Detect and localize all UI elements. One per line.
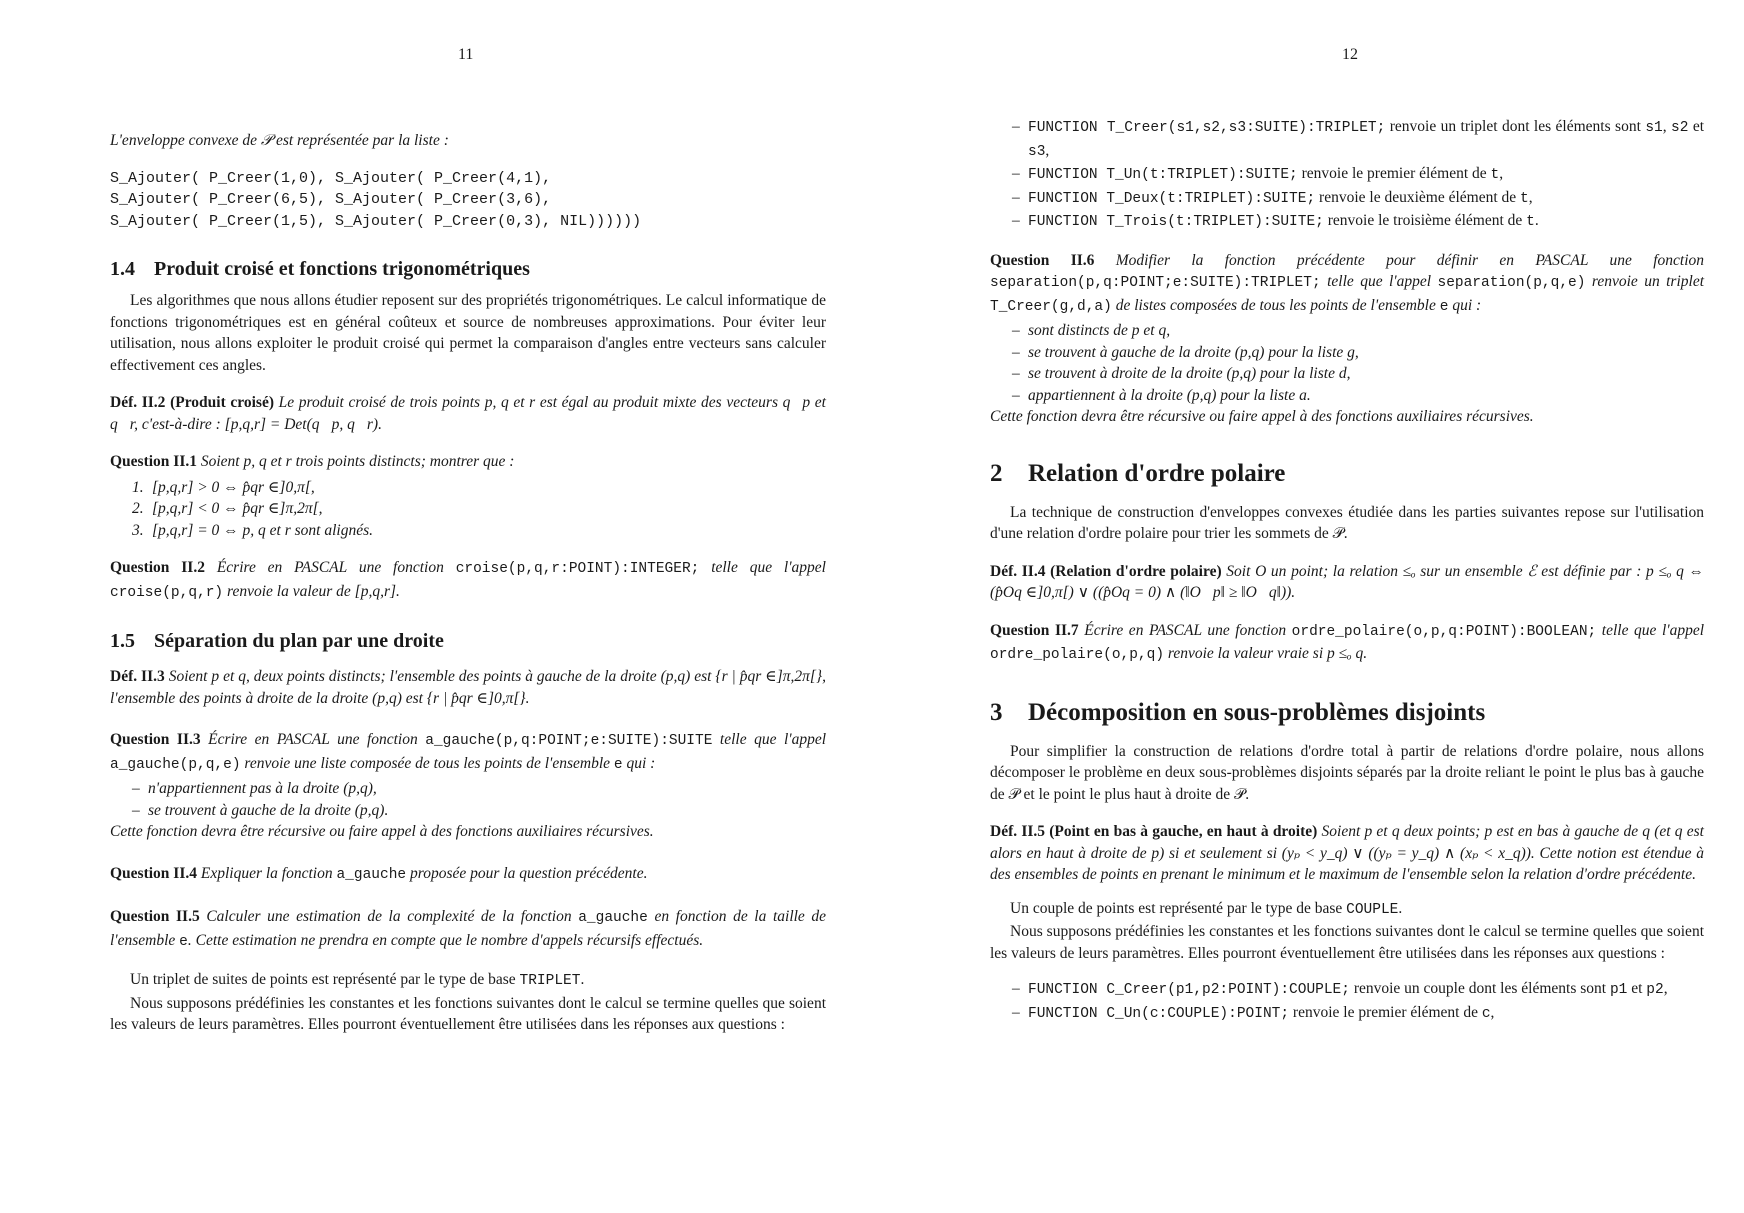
- list-item: – FUNCTION C_Creer(p1,p2:POINT):COUPLE; renvoie un couple dont les éléments sont p1 et p2,: [1012, 978, 1704, 1002]
- list-item: – sont distincts de p et q,: [1012, 320, 1704, 342]
- code-line: S_Ajouter( P_Creer(1,0), S_Ajouter( P_Creer(4,1),: [110, 169, 552, 187]
- hull-intro: L'enveloppe convexe de 𝒫 est représentée par la liste :: [110, 132, 449, 149]
- page-number-left: 11: [458, 46, 474, 63]
- page-number-right: 12: [1342, 46, 1358, 63]
- question-3-list: [110, 778, 826, 821]
- section-2-paragraph: La technique de construction d'enveloppes convexes étudiée dans les parties suivantes repose sur l'utilisation d'une relation d'ordre polaire pour trier les sommets de 𝒫.: [990, 503, 1704, 542]
- list-item: 3. [p,q,r] = 0 ⇔ p, q et r sont alignés.: [132, 521, 374, 539]
- question-3: Question II.3 Écrire en PASCAL une fonction a_gauche(p,q:POINT;e:SUITE):SUITE telle que l'appel a_gauche(p,q,e) renvoie une liste composée de tous les points de l'ensemble e qui :: [110, 731, 827, 773]
- list-item: – FUNCTION C_Un(c:COUPLE):POINT; renvoie le premier élément de c,: [1012, 1002, 1704, 1026]
- list-item: – appartiennent à la droite (p,q) pour la liste a.: [1012, 385, 1704, 407]
- section-heading-2: 2 Relation d'ordre polaire: [990, 459, 1286, 487]
- hull-code: [110, 168, 826, 233]
- predefined-paragraph-2: Nous supposons prédéfinies les constantes et les fonctions suivantes dont le calcul se termine quelles que soient les valeurs de leurs paramètres. Elles pourront éventuellement être utilisées dans les réponses aux questions :: [990, 923, 1704, 962]
- section-heading-1-4: 1.4 Produit croisé et fonctions trigonométriques: [110, 258, 530, 280]
- question-1-list: [110, 477, 826, 542]
- right-column: [990, 118, 1705, 1025]
- question-2: Question II.2 Écrire en PASCAL une fonction croise(p,q,r:POINT):INTEGER; telle que l'appel croise(p,q,r) renvoie la valeur de [p,q,r].: [110, 559, 826, 601]
- section-1-4-paragraph: Les algorithmes que nous allons étudier reposent sur des propriétés trigonométriques. Le calcul informatique de fonctions trigonométriques est en général coûteux et source de nombreuses approximations. Pour éviter leur utilisation, nous allons exploiter le produit croisé qui permet la comparaison d'angles entre vecteurs sans calculer effectivement ces angles.: [110, 292, 826, 374]
- definition-4: Déf. II.4 (Relation d'ordre polaire) Soit O un point; la relation ≤ₒ sur un ensemble ℰ est définie par : p ≤ₒ q ⇔ (p̂Oq ∈]0,π[) ∨ ((p̂Oq = 0) ∧ (‖O⃗p‖ ≥ ‖O⃗q‖)).: [990, 562, 1704, 601]
- list-item: – FUNCTION T_Creer(s1,s2,s3:SUITE):TRIPLET; renvoie un triplet dont les éléments sont s1, s2 et s3,: [1012, 116, 1704, 163]
- right-page: [872, 0, 1744, 1213]
- list-item: 2. [p,q,r] < 0 ⇔ p̂qr ∈]π,2π[,: [132, 500, 323, 517]
- list-item: 1. [p,q,r] > 0 ⇔ p̂qr ∈]0,π[,: [132, 478, 315, 496]
- list-item: – n'appartiennent pas à la droite (p,q),: [132, 778, 826, 800]
- question-3-note: Cette fonction devra être récursive ou faire appel à des fonctions auxiliaires récursives.: [110, 823, 654, 840]
- definition-2: Déf. II.2 (Produit croisé) Le produit croisé de trois points p, q et r est égal au produit mixte des vecteurs q⃗p et q⃗r, c'est-à-dire : [p,q,r] = Det(q⃗p, q⃗r).: [110, 394, 826, 433]
- list-item: – se trouvent à gauche de la droite (p,q) pour la liste g,: [1012, 342, 1704, 364]
- question-7: Question II.7 Écrire en PASCAL une fonction ordre_polaire(o,p,q:POINT):BOOLEAN; telle que l'appel ordre_polaire(o,p,q) renvoie la valeur vraie si p ≤ₒ q.: [990, 621, 1705, 663]
- question-5: Question II.5 Calculer une estimation de la complexité de la fonction a_gauche en fonction de la taille de l'ensemble e. Cette estimation ne prendra en compte que le nombre d'appels récursifs effectués.: [110, 908, 827, 950]
- section-heading-1-5: 1.5 Séparation du plan par une droite: [110, 630, 444, 652]
- list-item: – se trouvent à gauche de la droite (p,q).: [132, 800, 826, 822]
- predefined-paragraph: Nous supposons prédéfinies les constantes et les fonctions suivantes dont le calcul se termine quelles que soient les valeurs de leurs paramètres. Elles pourront éventuellement être utilisées dans les réponses aux questions :: [110, 994, 826, 1033]
- list-item: – FUNCTION T_Un(t:TRIPLET):SUITE; renvoie le premier élément de t,: [1012, 163, 1704, 187]
- code-line: S_Ajouter( P_Creer(6,5), S_Ajouter( P_Creer(3,6),: [110, 191, 552, 208]
- list-item: – FUNCTION T_Deux(t:TRIPLET):SUITE; renvoie le deuxième élément de t,: [1012, 187, 1704, 211]
- list-item: – se trouvent à droite de la droite (p,q) pour la liste d,: [1012, 363, 1704, 385]
- couple-paragraph: Un couple de points est représenté par le type de base COUPLE.: [1010, 899, 1403, 918]
- code-line: S_Ajouter( P_Creer(1,5), S_Ajouter( P_Creer(0,3), NIL)))))): [110, 212, 642, 230]
- couple-functions-list: [990, 978, 1704, 1025]
- definition-3: Déf. II.3 Soient p et q, deux points distincts; l'ensemble des points à gauche de la droite (p,q) est {r | p̂qr ∈]π,2π[}, l'ensemble des points à droite de la droite (p,q) est {r | p̂qr ∈]0,π[}.: [110, 668, 826, 707]
- question-6: Question II.6 Modifier la fonction précédente pour définir en PASCAL une fonction separation(p,q:POINT;e:SUITE):TRIPLET; telle que l'appel separation(p,q,e) renvoie un triplet T_Creer(g,d,a) de listes composées de tous les points de l'ensemble e qui :: [990, 251, 1705, 315]
- left-column: [110, 130, 826, 1036]
- question-6-list: [990, 320, 1704, 406]
- section-3-paragraph: Pour simplifier la construction de relations d'ordre total à partir de relations d'ordre polaire, nous allons décomposer le problème en deux sous-problèmes disjoints séparés par la droite reliant le point le plus bas à gauche de 𝒫 et le point le plus haut à droite de 𝒫.: [990, 742, 1704, 803]
- definition-5: Déf. II.5 (Point en bas à gauche, en haut à droite) Soient p et q deux points; p est en bas à gauche de q (et q est alors en haut à droite de p) si et seulement si (yₚ < y_q) ∨ ((yₚ = y_q) ∧ (xₚ < x_q)). Cette notion est étendue à des ensembles de points en prenant le minimum et le maximum de l'ensemble selon la relation d'ordre précédente.: [990, 823, 1704, 883]
- question-1: Question II.1 Soient p, q et r trois points distincts; montrer que :: [110, 453, 515, 470]
- section-heading-3: 3 Décomposition en sous-problèmes disjoints: [990, 698, 1486, 726]
- question-4: Question II.4 Expliquer la fonction a_gauche proposée pour la question précédente.: [110, 864, 648, 883]
- triplet-functions-list: [990, 116, 1704, 234]
- list-item: – FUNCTION T_Trois(t:TRIPLET):SUITE; renvoie le troisième élément de t.: [1012, 210, 1704, 234]
- question-6-note: Cette fonction devra être récursive ou faire appel à des fonctions auxiliaires récursives.: [990, 408, 1534, 425]
- triplet-paragraph: Un triplet de suites de points est représenté par le type de base TRIPLET.: [130, 971, 585, 989]
